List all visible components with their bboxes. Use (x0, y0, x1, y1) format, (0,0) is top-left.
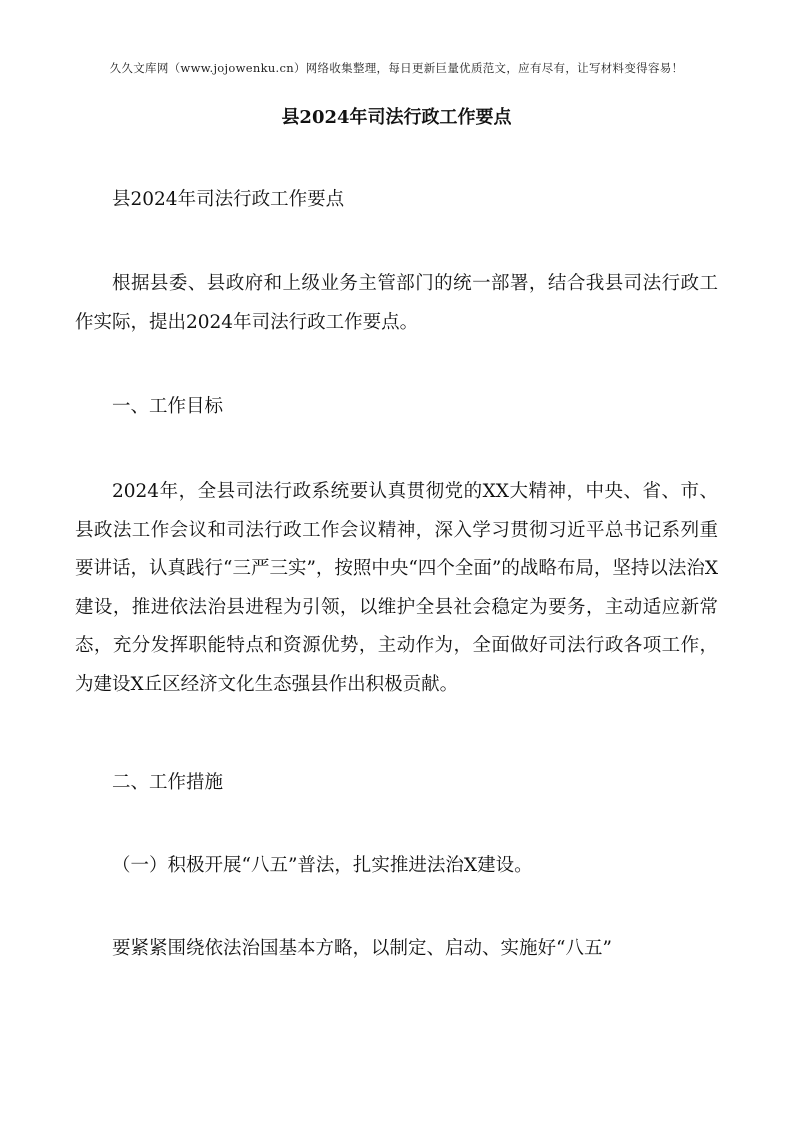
paragraph-subtitle (75, 181, 718, 220)
section-heading-goals (75, 388, 718, 427)
section-heading-measures (75, 764, 718, 803)
paragraph: 要紧紧围绕依法治国基本方略，以制定、启动、实施好“八五” (112, 938, 612, 959)
watermark-header: 久久文库网（www.jojowenku.cn）网络收集整理，每日更新巨量优质范文，应有尽有，让写材料变得容易！ (109, 61, 684, 75)
section-heading: 一、工作目标 (112, 396, 224, 417)
paragraph-intro (75, 265, 718, 342)
subsection-heading-text: （一）积极开展“八五”普法，扎实推进法治X建设。 (112, 855, 533, 876)
paragraph-measures (75, 930, 718, 969)
paragraph: 2024年，全县司法行政系统要认真贯彻党的XX大精神，中央、省、市、县政法工作会议和司法行政工作会议精神，深入学习贯彻习近平总书记系列重要讲话，认真践行“三严三实”，按照中央“四个全面”的战略布局，坚持以法治X建设，推进依法治县进程为引领，以维护全县社会稳定为要务，主动适应新常态，充分发挥职能特点和资源优势，主动作为，全面做好司法行政各项工作，为建设X丘区经济文化生态强县作出积极贡献。 (75, 481, 719, 695)
paragraph-goals (75, 473, 718, 704)
paragraph: 县2024年司法行政工作要点 (112, 189, 345, 210)
subsection-heading (75, 847, 718, 886)
paragraph: 根据县委、县政府和上级业务主管部门的统一部署，结合我县司法行政工作实际，提出2024年司法行政工作要点。 (75, 273, 718, 333)
document-title: 县2024年司法行政工作要点 (281, 107, 512, 128)
section-heading: 二、工作措施 (112, 772, 224, 793)
